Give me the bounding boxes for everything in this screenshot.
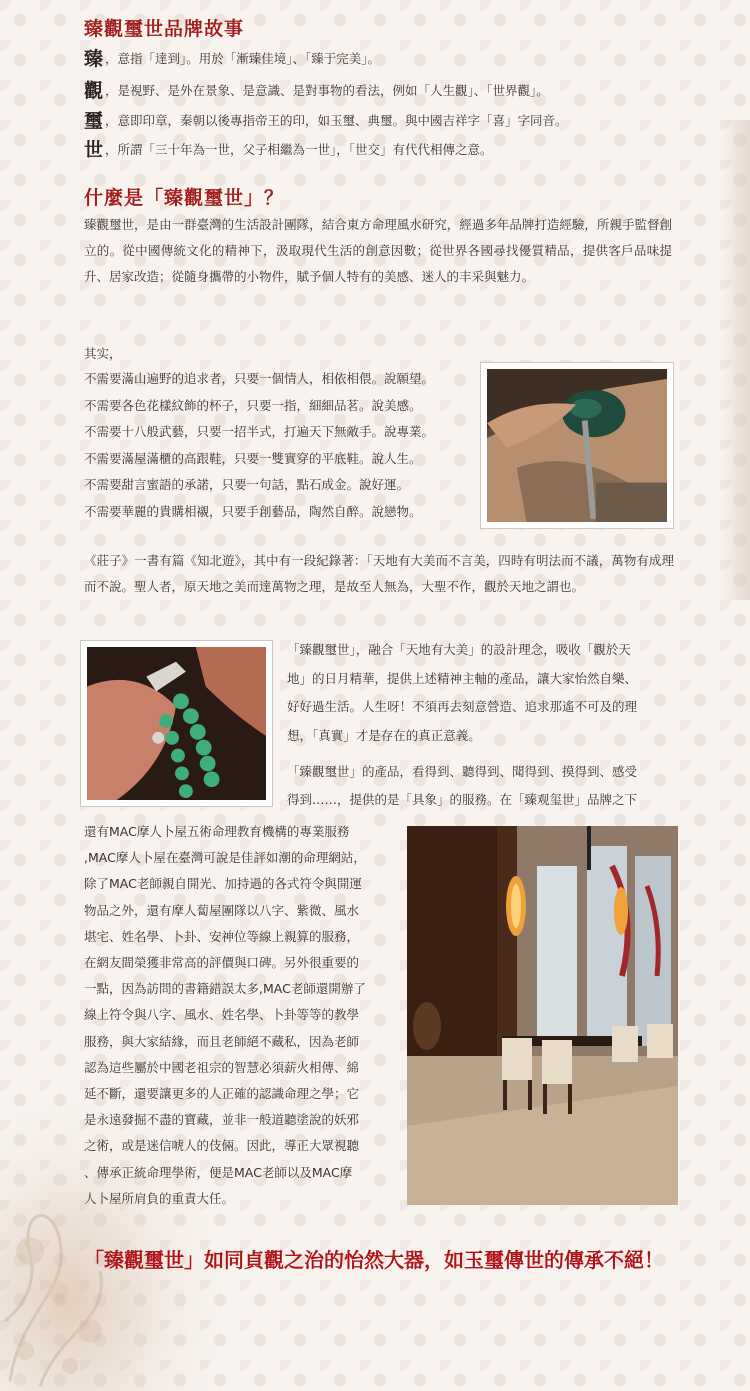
- actually-lines: [84, 366, 434, 525]
- actually-line: 不需要滿屋滿櫃的高跟鞋，只要一雙實穿的平底鞋。說人生。: [84, 450, 422, 466]
- fusion-line: 想，「真實」才是存在的真正意義。: [287, 727, 481, 743]
- interior-photo: [407, 826, 678, 1205]
- definition-text: ，意指「達到」。用於「漸臻佳境」、「臻于完美」。: [105, 51, 381, 66]
- fusion-line: 「臻觀璽世」的產品，看得到、聽得到、聞得到、摸得到、感受: [287, 764, 638, 779]
- definition-char: 臻: [84, 48, 104, 70]
- fusion-lines-2: [287, 758, 637, 814]
- actually-intro: 其实，: [84, 346, 122, 361]
- definition-line-xi: [84, 106, 568, 133]
- mac-line: 服務，與大家結緣，而且老師絕不藏私，因為老師: [84, 1033, 360, 1049]
- jade-carving-photo: [480, 362, 674, 529]
- definition-text: ，意即印章，秦朝以後專指帝王的印，如玉璽、典璽。與中國吉祥字「喜」字同音。: [105, 113, 568, 128]
- brand-story-title: 臻觀璽世品牌故事: [84, 18, 245, 40]
- definition-line-zhen: [84, 44, 380, 71]
- mac-line: 是永遠發掘不盡的寶藏，並非一般道聽塗說的妖邪: [84, 1112, 360, 1128]
- definition-text: ，所謂「三十年為一世，父子相繼為一世」，「世交」有代代相傳之意。: [105, 142, 493, 157]
- mac-line: 在網友間榮獲非常高的評價與口碑。另外很重要的: [84, 955, 360, 971]
- what-is-paragraph: 臻觀璽世，是由一群臺灣的生活設計團隊，結合東方命理風水研究，經過多年品牌打造經驗，所親手監督創立的。從中國傳統文化的精神下，汲取現代生活的創意因數；從世界各國尋找優質精品，提供客戶品味提升、居家改造；從隨身攜帶的小物件，賦予個人特有的美感、迷人的丰采與魅力。: [84, 217, 672, 284]
- actually-line: 不需要各色花樣紋飾的杯子，只要一指，細細品茗。說美感。: [84, 397, 422, 413]
- definition-char: 世: [84, 139, 104, 161]
- fusion-line: 「臻觀璽世」，融合「天地有大美」的設計理念，吸收「觀於天: [287, 642, 631, 657]
- mac-line: 物品之外，還有摩人蔔屋團隊以八字、紫微、風水: [84, 902, 360, 918]
- actually-line: 不需要甜言蜜語的承諾，只要一句話，點石成金。說好運。: [84, 477, 410, 492]
- definition-text: ，是視野、是外在景象、是意識、是對事物的看法，例如「人生觀」、「世界觀」。: [105, 83, 549, 98]
- mac-line: 線上符令與八字、風水、姓名學、卜卦等等的教學: [84, 1007, 360, 1023]
- mac-line: 還有MAC摩人卜屋五術命理教育機構的專業服務: [84, 824, 350, 839]
- definition-char: 璽: [84, 110, 104, 132]
- mac-line: 堪宅、姓名學、卜卦、安神位等線上親算的服務，: [84, 928, 360, 944]
- actually-line: 不需要滿山遍野的追求者，只要一個情人，相依相偎。說願望。: [84, 371, 435, 386]
- mac-line: 一點，因為訪問的書籍錯誤太多,MAC老師還開辦了: [84, 981, 366, 997]
- mac-line: 除了MAC老師親自開光、加持過的各式符令與開運: [84, 876, 362, 892]
- actually-line: 不需要十八般武藝，只要一招半式，打遍天下無敵手。說專業。: [84, 424, 435, 439]
- footer-slogan: 「臻觀璽世」如同貞觀之治的怡然大器，如玉璽傳世的傳承不絕！: [84, 1248, 664, 1272]
- jewelry-photo: [80, 640, 273, 807]
- mac-line: 、傳承正統命理學術，便是MAC老師以及MAC摩: [84, 1164, 353, 1180]
- mac-line: ,MAC摩人卜屋在臺灣可說是佳評如潮的命理網站，: [84, 850, 366, 866]
- definition-line-shi: [84, 135, 493, 162]
- mac-lines: [84, 819, 366, 1212]
- fusion-line: 地」的日月精華，提供上述精神主軸的產品，讓大家怡然自樂、: [287, 670, 638, 686]
- actually-line: 不需要華麗的貴購相襯，只要手創藝品，陶然自醉。說戀物。: [84, 503, 422, 519]
- fusion-line: 好好過生活。人生呀！不須再去刻意營造、追求那遙不可及的理: [287, 699, 638, 714]
- mac-line: 之術，或是迷信唬人的伎倆。因此，導正大眾視聽: [84, 1138, 360, 1154]
- fusion-line: 得到……，提供的是「具象」的服務。在「臻观玺世」品牌之下: [287, 792, 638, 807]
- mac-line: 人卜屋所肩負的重責大任。: [84, 1190, 235, 1206]
- zhuangzi-paragraph: 《莊子》一書有篇《知北遊》，其中有一段紀錄著：「天地有大美而不言美，四時有明法而不議，萬物有成理而不說。聖人者，原天地之美而達萬物之理，是故至人無為，大聖不作，觀於天地之謂也。: [84, 553, 674, 594]
- definition-line-guan: [84, 76, 549, 103]
- mac-line: 延不斷，還要讓更多的人正確的認識命理之學；它: [84, 1086, 360, 1102]
- what-is-title: 什麼是「臻觀璽世」？: [84, 187, 285, 209]
- fusion-lines: [287, 636, 637, 750]
- mac-line: 認為這些屬於中國老祖宗的智慧必須薪火相傳、綿: [84, 1059, 360, 1075]
- definition-char: 觀: [84, 80, 104, 102]
